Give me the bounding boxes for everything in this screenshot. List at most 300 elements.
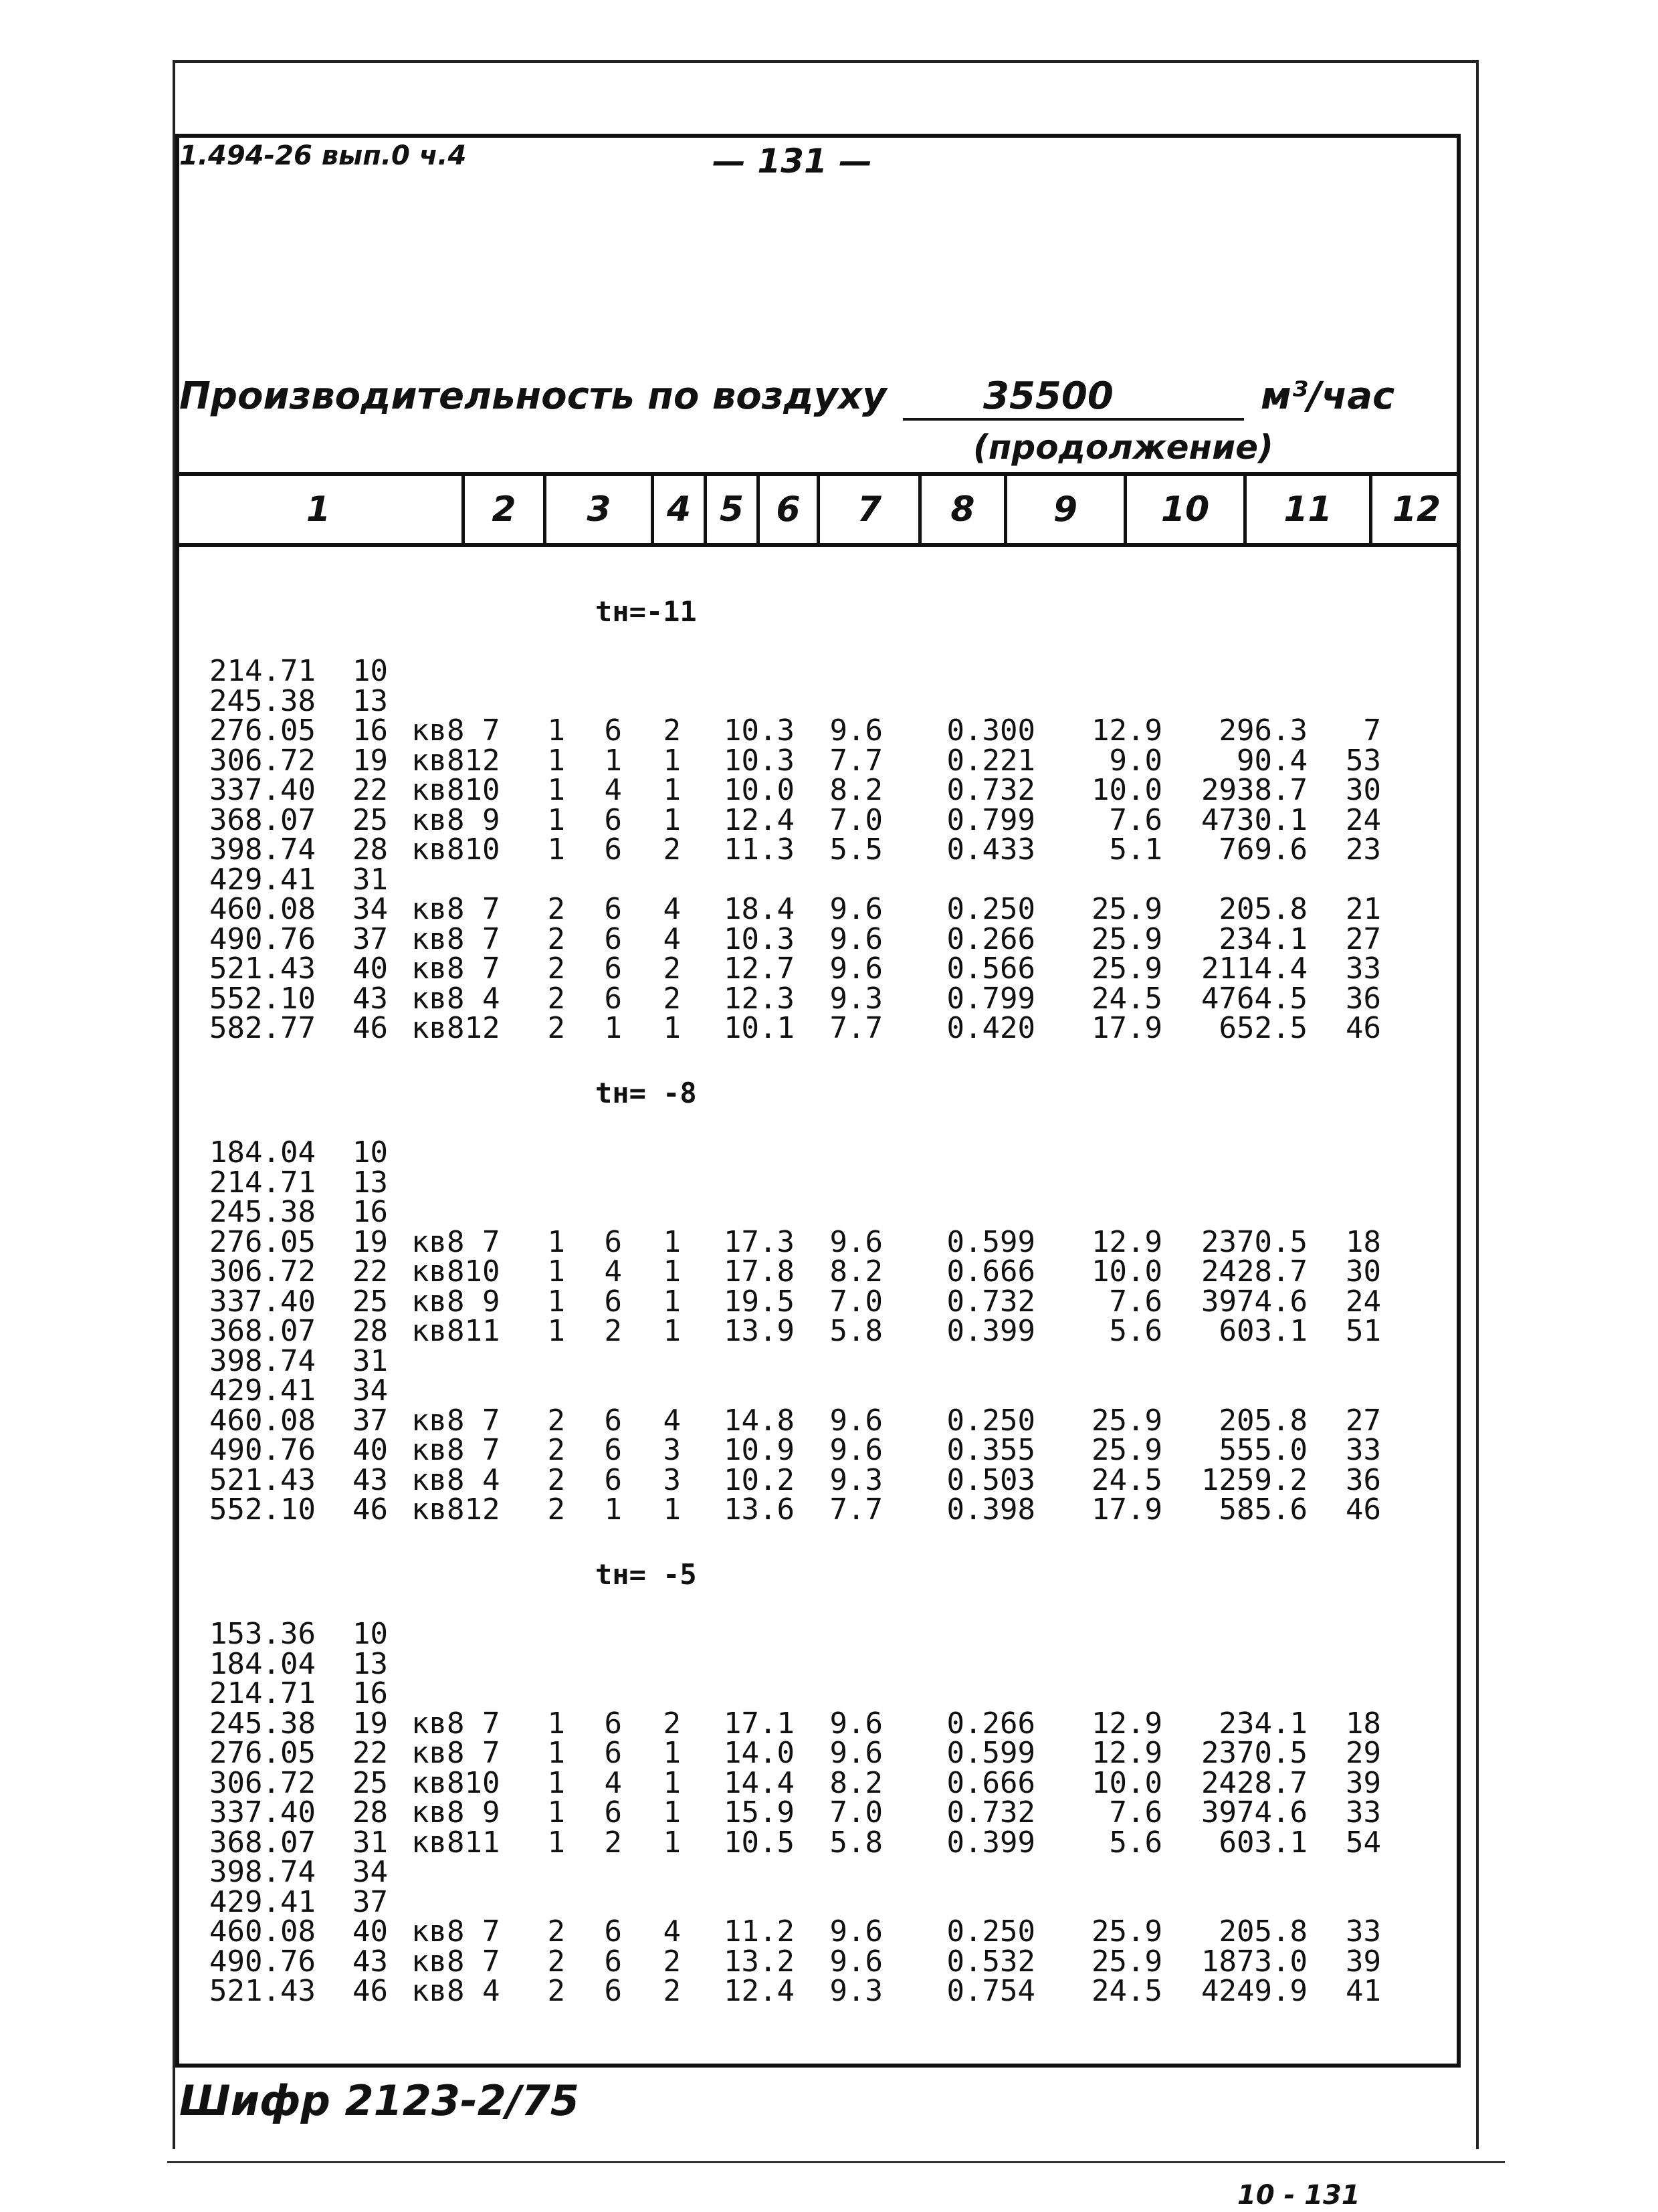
cell-col-3: кв8 9	[411, 1285, 500, 1319]
cell-col-8: 9.6	[829, 922, 883, 956]
cell-col-3: кв810	[411, 773, 500, 807]
cell-col-11: 4764.5	[1201, 982, 1308, 1016]
cell-col-4: 1	[547, 1736, 565, 1770]
cell-col-12: 7	[1363, 713, 1381, 748]
cell-col-4: 2	[547, 1945, 565, 1979]
cell-col-4: 1	[547, 833, 565, 867]
cell-col-12: 33	[1346, 1795, 1381, 1830]
cell-col-4: 1	[547, 1225, 565, 1259]
cell-col-12: 30	[1346, 773, 1381, 807]
cell-col-2: 43	[352, 1945, 388, 1979]
cell-col-9: 0.300	[946, 713, 1035, 748]
cell-col-11: 3974.6	[1201, 1285, 1308, 1319]
cell-col-5: 6	[604, 922, 622, 956]
column-header-row	[175, 472, 1461, 547]
cell-col-9: 0.503	[946, 1463, 1035, 1497]
table-row	[0, 984, 1658, 1014]
cell-col-2: 31	[352, 863, 388, 897]
cell-col-2: 13	[352, 1647, 388, 1681]
cell-col-3: кв8 4	[411, 1463, 500, 1497]
cell-col-3: кв8 7	[411, 1404, 500, 1438]
cell-col-9: 0.221	[946, 744, 1035, 778]
cell-col-3: кв812	[411, 744, 500, 778]
cell-col-7: 12.4	[724, 803, 795, 837]
cell-col-8: 9.6	[829, 1225, 883, 1259]
cell-col-4: 2	[547, 892, 565, 926]
cell-col-9: 0.532	[946, 1945, 1035, 1979]
cell-col-8: 9.3	[829, 1974, 883, 2008]
cell-col-8: 8.2	[829, 1766, 883, 1800]
column-header-5: 5	[707, 476, 760, 543]
cell-col-2: 31	[352, 1344, 388, 1378]
cell-col-2: 25	[352, 803, 388, 837]
cell-col-7: 11.3	[724, 833, 795, 867]
cell-col-2: 37	[352, 1885, 388, 1919]
cell-col-7: 14.4	[724, 1766, 795, 1800]
cell-col-10: 25.9	[1092, 1433, 1162, 1467]
table-row	[0, 835, 1658, 865]
table-row	[0, 1168, 1658, 1198]
cell-col-9: 0.433	[946, 833, 1035, 867]
table-row	[0, 1433, 1658, 1467]
cell-col-8: 9.6	[829, 1433, 883, 1467]
cell-col-11: 2370.5	[1201, 1225, 1308, 1259]
cell-col-8: 9.6	[829, 892, 883, 926]
cell-col-10: 5.6	[1109, 1314, 1162, 1348]
cell-col-10: 25.9	[1092, 1404, 1162, 1438]
cell-col-10: 25.9	[1092, 922, 1162, 956]
cell-col-5: 6	[604, 1463, 622, 1497]
cell-col-6: 1	[663, 1254, 681, 1289]
cell-col-11: 1259.2	[1201, 1463, 1308, 1497]
cell-col-12: 51	[1346, 1314, 1381, 1348]
cell-col-4: 2	[547, 922, 565, 956]
cell-col-9: 0.732	[946, 773, 1035, 807]
cell-col-7: 10.1	[724, 1011, 795, 1045]
cell-col-11: 205.8	[1219, 1914, 1308, 1949]
cell-col-1: 552.10	[209, 1492, 316, 1527]
cell-col-1: 521.43	[209, 1974, 316, 2008]
cell-col-3: кв8 7	[411, 1433, 500, 1467]
table-row	[0, 1373, 1658, 1408]
cell-col-2: 13	[352, 684, 388, 718]
cell-col-3: кв8 4	[411, 982, 500, 1016]
cell-col-2: 16	[352, 1195, 388, 1229]
table-row	[0, 654, 1658, 688]
cell-col-4: 1	[547, 1254, 565, 1289]
cell-col-8: 5.8	[829, 1826, 883, 1860]
cell-col-2: 16	[352, 713, 388, 748]
cell-col-2: 46	[352, 1011, 388, 1045]
cell-col-5: 2	[604, 1314, 622, 1348]
cell-col-12: 53	[1346, 744, 1381, 778]
cell-col-1: 214.71	[209, 654, 316, 688]
column-header-8: 8	[922, 476, 1007, 543]
cell-col-4: 1	[547, 803, 565, 837]
cell-col-2: 10	[352, 654, 388, 688]
cell-col-12: 18	[1346, 1225, 1381, 1259]
cell-col-6: 2	[663, 1974, 681, 2008]
cell-col-1: 521.43	[209, 1463, 316, 1497]
cell-col-12: 46	[1346, 1492, 1381, 1527]
table-row	[0, 1344, 1658, 1378]
cell-col-6: 4	[663, 1404, 681, 1438]
cell-col-6: 1	[663, 1492, 681, 1527]
cell-col-2: 43	[352, 982, 388, 1016]
cell-col-10: 12.9	[1092, 1225, 1162, 1259]
cell-col-1: 429.41	[209, 1373, 316, 1408]
cell-col-8: 7.0	[829, 803, 883, 837]
cell-col-5: 6	[604, 1736, 622, 1770]
cell-col-5: 6	[604, 1404, 622, 1438]
cell-col-8: 9.3	[829, 982, 883, 1016]
cell-col-8: 8.2	[829, 773, 883, 807]
cell-col-12: 36	[1346, 1463, 1381, 1497]
table-row	[0, 865, 1658, 895]
table-row	[0, 1135, 1658, 1170]
cell-col-9: 0.355	[946, 1433, 1035, 1467]
cell-col-10: 12.9	[1092, 1706, 1162, 1741]
cell-col-11: 2114.4	[1201, 952, 1308, 986]
cell-col-7: 10.5	[724, 1826, 795, 1860]
cell-col-2: 46	[352, 1492, 388, 1527]
cell-col-11: 652.5	[1219, 1011, 1308, 1045]
cell-col-8: 7.0	[829, 1795, 883, 1830]
cell-col-10: 25.9	[1092, 1914, 1162, 1949]
cell-col-3: кв812	[411, 1492, 500, 1527]
cell-col-11: 2428.7	[1201, 1766, 1308, 1800]
cell-col-6: 2	[663, 1706, 681, 1741]
cell-col-5: 6	[604, 1706, 622, 1741]
cell-col-1: 306.72	[209, 1766, 316, 1800]
cell-col-11: 769.6	[1219, 833, 1308, 867]
footer-page-ref: 10 - 131	[1237, 2180, 1360, 2211]
cell-col-5: 1	[604, 1492, 622, 1527]
cell-col-3: кв8 7	[411, 1914, 500, 1949]
cell-col-11: 603.1	[1219, 1826, 1308, 1860]
cell-col-5: 6	[604, 833, 622, 867]
cell-col-1: 429.41	[209, 1885, 316, 1919]
cell-col-4: 1	[547, 1285, 565, 1319]
cell-col-10: 9.0	[1109, 744, 1162, 778]
cell-col-9: 0.420	[946, 1011, 1035, 1045]
cell-col-1: 337.40	[209, 773, 316, 807]
cell-col-4: 1	[547, 1766, 565, 1800]
cell-col-9: 0.250	[946, 1914, 1035, 1949]
cell-col-10: 12.9	[1092, 1736, 1162, 1770]
cell-col-2: 37	[352, 1404, 388, 1438]
cell-col-9: 0.266	[946, 922, 1035, 956]
table-row	[0, 1855, 1658, 1889]
cell-col-1: 398.74	[209, 1855, 316, 1889]
cell-col-9: 0.250	[946, 892, 1035, 926]
cell-col-10: 10.0	[1092, 1254, 1162, 1289]
table-row	[0, 1795, 1658, 1830]
cell-col-10: 10.0	[1092, 773, 1162, 807]
section-label: tн=-11	[595, 595, 697, 628]
cell-col-11: 234.1	[1219, 1706, 1308, 1741]
table-row	[0, 1736, 1658, 1770]
cell-col-9: 0.399	[946, 1314, 1035, 1348]
cell-col-2: 19	[352, 744, 388, 778]
section-label: tн= -5	[595, 1558, 697, 1591]
cell-col-6: 1	[663, 1826, 681, 1860]
column-header-2: 2	[465, 476, 546, 543]
cell-col-8: 9.6	[829, 1706, 883, 1741]
cell-col-5: 4	[604, 773, 622, 807]
cell-col-7: 10.0	[724, 773, 795, 807]
cell-col-11: 2370.5	[1201, 1736, 1308, 1770]
cell-col-12: 29	[1346, 1736, 1381, 1770]
table-row	[0, 1406, 1658, 1436]
cell-col-3: кв8 7	[411, 922, 500, 956]
cell-col-9: 0.566	[946, 952, 1035, 986]
cell-col-2: 40	[352, 1433, 388, 1467]
cell-col-5: 6	[604, 1974, 622, 2008]
column-header-7: 7	[821, 476, 922, 543]
cell-col-12: 23	[1346, 833, 1381, 867]
cell-col-12: 33	[1346, 1914, 1381, 1949]
cell-col-7: 17.1	[724, 1706, 795, 1741]
cell-col-2: 22	[352, 1254, 388, 1289]
cell-col-5: 6	[604, 1914, 622, 1949]
cell-col-12: 27	[1346, 1404, 1381, 1438]
cell-col-7: 12.3	[724, 982, 795, 1016]
cell-col-4: 2	[547, 1463, 565, 1497]
cell-col-1: 398.74	[209, 1344, 316, 1378]
cell-col-12: 30	[1346, 1254, 1381, 1289]
cell-col-6: 2	[663, 833, 681, 867]
cell-col-7: 14.0	[724, 1736, 795, 1770]
cell-col-1: 398.74	[209, 833, 316, 867]
cell-col-8: 7.7	[829, 744, 883, 778]
cell-col-8: 7.7	[829, 1492, 883, 1527]
footer-code: Шифр 2123-2/75	[179, 2076, 579, 2125]
cell-col-11: 296.3	[1219, 713, 1308, 748]
cell-col-2: 28	[352, 1795, 388, 1830]
cell-col-10: 5.1	[1109, 833, 1162, 867]
cell-col-12: 36	[1346, 982, 1381, 1016]
title-underline	[903, 418, 1244, 421]
cell-col-1: 153.36	[209, 1617, 316, 1651]
cell-col-12: 39	[1346, 1766, 1381, 1800]
cell-col-3: кв8 4	[411, 1974, 500, 2008]
cell-col-1: 245.38	[209, 684, 316, 718]
cell-col-11: 205.8	[1219, 1404, 1308, 1438]
cell-col-8: 9.6	[829, 1404, 883, 1438]
cell-col-9: 0.250	[946, 1404, 1035, 1438]
cell-col-8: 8.2	[829, 1254, 883, 1289]
cell-col-8: 9.6	[829, 713, 883, 748]
cell-col-6: 4	[663, 1914, 681, 1949]
cell-col-1: 245.38	[209, 1195, 316, 1229]
cell-col-7: 17.8	[724, 1254, 795, 1289]
cell-col-3: кв8 9	[411, 1795, 500, 1830]
cell-col-1: 490.76	[209, 1945, 316, 1979]
cell-col-6: 1	[663, 773, 681, 807]
cell-col-6: 1	[663, 803, 681, 837]
cell-col-4: 2	[547, 1011, 565, 1045]
table-row	[0, 1828, 1658, 1858]
cell-col-9: 0.398	[946, 1492, 1035, 1527]
cell-col-3: кв8 7	[411, 892, 500, 926]
cell-col-4: 1	[547, 713, 565, 748]
table-row	[0, 1706, 1658, 1741]
cell-col-4: 2	[547, 1433, 565, 1467]
table-row	[0, 1314, 1658, 1348]
cell-col-7: 10.3	[724, 744, 795, 778]
cell-col-1: 460.08	[209, 1914, 316, 1949]
cell-col-7: 19.5	[724, 1285, 795, 1319]
cell-col-9: 0.799	[946, 803, 1035, 837]
cell-col-11: 205.8	[1219, 892, 1308, 926]
cell-col-7: 10.9	[724, 1433, 795, 1467]
cell-col-1: 552.10	[209, 982, 316, 1016]
table-row	[0, 1617, 1658, 1651]
cell-col-10: 7.6	[1109, 1285, 1162, 1319]
cell-col-12: 24	[1346, 803, 1381, 837]
cell-col-4: 1	[547, 773, 565, 807]
cell-col-4: 1	[547, 1795, 565, 1830]
cell-col-10: 25.9	[1092, 892, 1162, 926]
cell-col-6: 1	[663, 744, 681, 778]
table-row	[0, 922, 1658, 956]
table-row	[0, 1647, 1658, 1681]
cell-col-4: 2	[547, 1974, 565, 2008]
cell-col-11: 603.1	[1219, 1314, 1308, 1348]
cell-col-2: 37	[352, 922, 388, 956]
cell-col-6: 1	[663, 1795, 681, 1830]
table-row	[0, 1011, 1658, 1045]
cell-col-5: 6	[604, 1945, 622, 1979]
cell-col-3: кв8 7	[411, 713, 500, 748]
column-header-12: 12	[1392, 489, 1441, 530]
cell-col-7: 10.3	[724, 713, 795, 748]
cell-col-9: 0.399	[946, 1826, 1035, 1860]
title-continuation: (продолжение)	[973, 428, 1273, 467]
cell-col-7: 12.7	[724, 952, 795, 986]
table-row	[0, 892, 1658, 926]
cell-col-12: 21	[1346, 892, 1381, 926]
cell-col-8: 7.7	[829, 1011, 883, 1045]
table-row	[0, 1974, 1658, 2008]
cell-col-1: 490.76	[209, 922, 316, 956]
cell-col-2: 34	[352, 1855, 388, 1889]
cell-col-4: 2	[547, 952, 565, 986]
cell-col-7: 15.9	[724, 1795, 795, 1830]
cell-col-1: 490.76	[209, 1433, 316, 1467]
cell-col-6: 2	[663, 952, 681, 986]
table-row	[0, 1766, 1658, 1800]
cell-col-4: 2	[547, 1404, 565, 1438]
cell-col-1: 429.41	[209, 863, 316, 897]
cell-col-2: 34	[352, 892, 388, 926]
cell-col-7: 10.2	[724, 1463, 795, 1497]
table-row	[0, 1676, 1658, 1710]
cell-col-2: 10	[352, 1617, 388, 1651]
cell-col-2: 19	[352, 1706, 388, 1741]
table-row	[0, 1195, 1658, 1229]
cell-col-6: 3	[663, 1463, 681, 1497]
cell-col-6: 1	[663, 1314, 681, 1348]
cell-col-3: кв810	[411, 1254, 500, 1289]
cell-col-2: 40	[352, 952, 388, 986]
cell-col-9: 0.799	[946, 982, 1035, 1016]
cell-col-1: 368.07	[209, 803, 316, 837]
cell-col-11: 4730.1	[1201, 803, 1308, 837]
title-prefix: Производительность по воздуху	[179, 374, 887, 418]
cell-col-9: 0.754	[946, 1974, 1035, 2008]
cell-col-5: 6	[604, 803, 622, 837]
cell-col-3: кв8 9	[411, 803, 500, 837]
cell-col-1: 184.04	[209, 1135, 316, 1170]
cell-col-1: 521.43	[209, 952, 316, 986]
section-label: tн= -8	[595, 1077, 697, 1109]
cell-col-9: 0.266	[946, 1706, 1035, 1741]
cell-col-2: 16	[352, 1676, 388, 1710]
cell-col-11: 585.6	[1219, 1492, 1308, 1527]
cell-col-1: 337.40	[209, 1285, 316, 1319]
cell-col-4: 2	[547, 1492, 565, 1527]
cell-col-2: 25	[352, 1766, 388, 1800]
cell-col-4: 2	[547, 1914, 565, 1949]
cell-col-6: 4	[663, 922, 681, 956]
table-row	[0, 1463, 1658, 1497]
cell-col-2: 13	[352, 1166, 388, 1200]
title-value: 35500	[983, 374, 1114, 418]
cell-col-1: 582.77	[209, 1011, 316, 1045]
cell-col-6: 2	[663, 713, 681, 748]
cell-col-2: 31	[352, 1826, 388, 1860]
cell-col-9: 0.666	[946, 1254, 1035, 1289]
column-header-4: 4	[654, 476, 707, 543]
document-reference: 1.494-26 вып.0 ч.4	[179, 140, 467, 171]
table-row	[0, 1947, 1658, 1977]
cell-col-7: 18.4	[724, 892, 795, 926]
cell-col-2: 22	[352, 773, 388, 807]
cell-col-2: 28	[352, 833, 388, 867]
cell-col-7: 12.4	[724, 1974, 795, 2008]
cell-col-8: 9.6	[829, 952, 883, 986]
cell-col-6: 1	[663, 1225, 681, 1259]
cell-col-10: 24.5	[1092, 982, 1162, 1016]
cell-col-3: кв8 7	[411, 1225, 500, 1259]
cell-col-9: 0.599	[946, 1225, 1035, 1259]
cell-col-1: 368.07	[209, 1826, 316, 1860]
cell-col-8: 9.6	[829, 1736, 883, 1770]
cell-col-1: 245.38	[209, 1706, 316, 1741]
cell-col-10: 12.9	[1092, 713, 1162, 748]
cell-col-3: кв812	[411, 1011, 500, 1045]
cell-col-5: 2	[604, 1826, 622, 1860]
cell-col-1: 306.72	[209, 744, 316, 778]
cell-col-5: 6	[604, 892, 622, 926]
cell-col-3: кв810	[411, 1766, 500, 1800]
cell-col-12: 18	[1346, 1706, 1381, 1741]
cell-col-2: 22	[352, 1736, 388, 1770]
cell-col-1: 214.71	[209, 1676, 316, 1710]
cell-col-5: 6	[604, 982, 622, 1016]
cell-col-10: 5.6	[1109, 1826, 1162, 1860]
table-row	[0, 1287, 1658, 1317]
cell-col-1: 276.05	[209, 1736, 316, 1770]
cell-col-10: 7.6	[1109, 803, 1162, 837]
cell-col-5: 4	[604, 1254, 622, 1289]
cell-col-8: 5.8	[829, 1314, 883, 1348]
cell-col-4: 1	[547, 1706, 565, 1741]
table-row	[0, 746, 1658, 776]
cell-col-1: 306.72	[209, 1254, 316, 1289]
